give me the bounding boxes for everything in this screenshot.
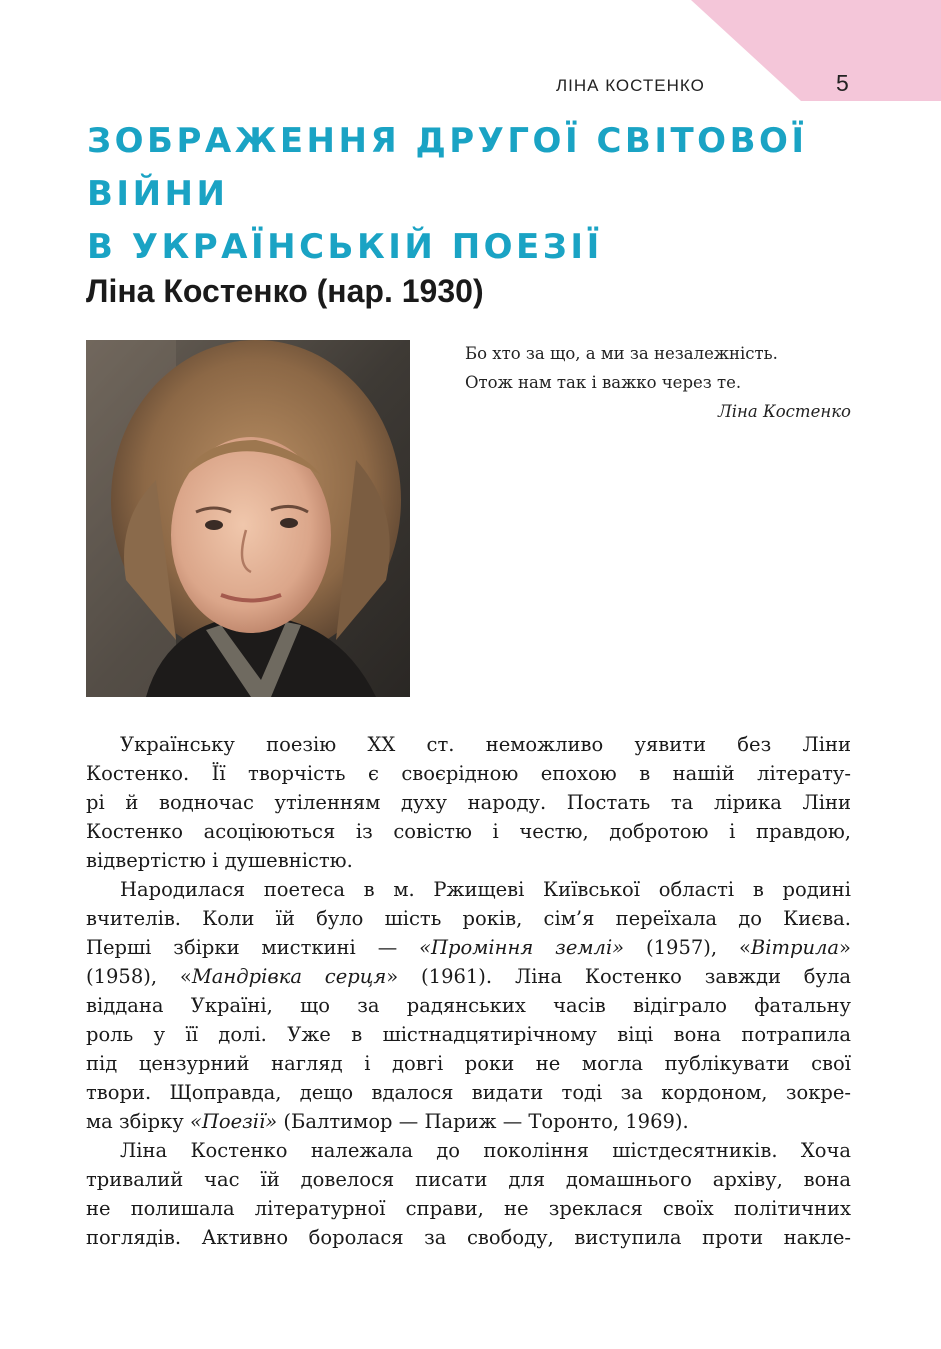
text-run: Перші збірки мисткині —	[86, 936, 420, 959]
text-line	[86, 1107, 851, 1136]
paragraph-3	[86, 1136, 851, 1252]
epigraph-line: Бо хто за що, а ми за незалежність.	[465, 344, 778, 363]
page-corner-tab	[691, 0, 941, 101]
chapter-title	[87, 115, 887, 274]
text-run: »	[839, 936, 851, 959]
text-line: Українську поезію XX ст. неможливо уявити без Ліни	[120, 733, 851, 756]
chapter-title-line-1: ЗОБРАЖЕННЯ ДРУГОЇ СВІТОВОЇ ВІЙНИ	[87, 121, 808, 214]
page-number: 5	[836, 70, 849, 96]
paragraph-1	[86, 730, 851, 875]
body-text	[86, 730, 851, 1252]
text-line: твори. Щоправда, дещо вдалося видати тоді за кордоном, зокре-	[86, 1081, 851, 1104]
running-title: ЛІНА КОСТЕНКО	[556, 76, 705, 95]
text-line: не полишала літературної справи, не зреклася своїх політичних	[86, 1197, 851, 1220]
text-run: (1957), «	[624, 936, 751, 959]
text-run: ма збірку	[86, 1110, 190, 1133]
portrait-image	[86, 340, 410, 697]
book-title: Вітрила	[750, 936, 840, 959]
text-line: Костенко. Її творчість є своєрідною епохою в нашій літерату-	[86, 762, 851, 785]
text-line: відвертістю і душевністю.	[86, 849, 353, 872]
book-title: Мандрівка серця	[191, 965, 387, 988]
book-title: «Проміння землі»	[419, 936, 625, 959]
epigraph-attribution: Ліна Костенко	[717, 402, 851, 421]
epigraph-line: Отож нам так і важко через те.	[465, 373, 742, 392]
author-heading: Ліна Костенко (нар. 1930)	[86, 273, 484, 309]
text-run: (Балтимор — Париж — Торонто, 1969).	[277, 1110, 689, 1133]
text-line: Ліна Костенко належала до покоління шістдесятників. Хоча	[120, 1139, 851, 1162]
chapter-title-line-2: В УКРАЇНСЬКІЙ ПОЕЗІЇ	[87, 227, 603, 267]
text-run: » (1961). Ліна Костенко завжди була	[386, 965, 852, 988]
text-line	[86, 962, 851, 991]
author-portrait	[86, 340, 410, 697]
text-line: віддана Україні, що за радянських часів відіграло фатальну	[86, 994, 851, 1017]
text-line: Костенко асоціюються із совістю і честю, добротою і правдою,	[86, 820, 851, 843]
epigraph	[465, 339, 851, 426]
text-line: Народилася поетеса в м. Ржищеві Київської області в родині	[120, 878, 851, 901]
text-line: роль у її долі. Уже в шістнадцятирічному віці вона потрапила	[86, 1023, 851, 1046]
text-line	[86, 933, 851, 962]
text-run: (1958), «	[86, 965, 192, 988]
text-line: під цензурний нагляд і довгі роки не могла публікувати свої	[86, 1052, 851, 1075]
text-line: поглядів. Активно боролася за свободу, виступила проти накле-	[86, 1226, 851, 1249]
text-line: тривалий час їй довелося писати для домашнього архіву, вона	[86, 1168, 851, 1191]
text-line: рі й водночас утіленням духу народу. Постать та лірика Ліни	[86, 791, 851, 814]
book-title: «Поезії»	[189, 1110, 278, 1133]
text-line: вчителів. Коли їй було шість років, сім’я переїхала до Києва.	[86, 907, 851, 930]
paragraph-2	[86, 875, 851, 1136]
